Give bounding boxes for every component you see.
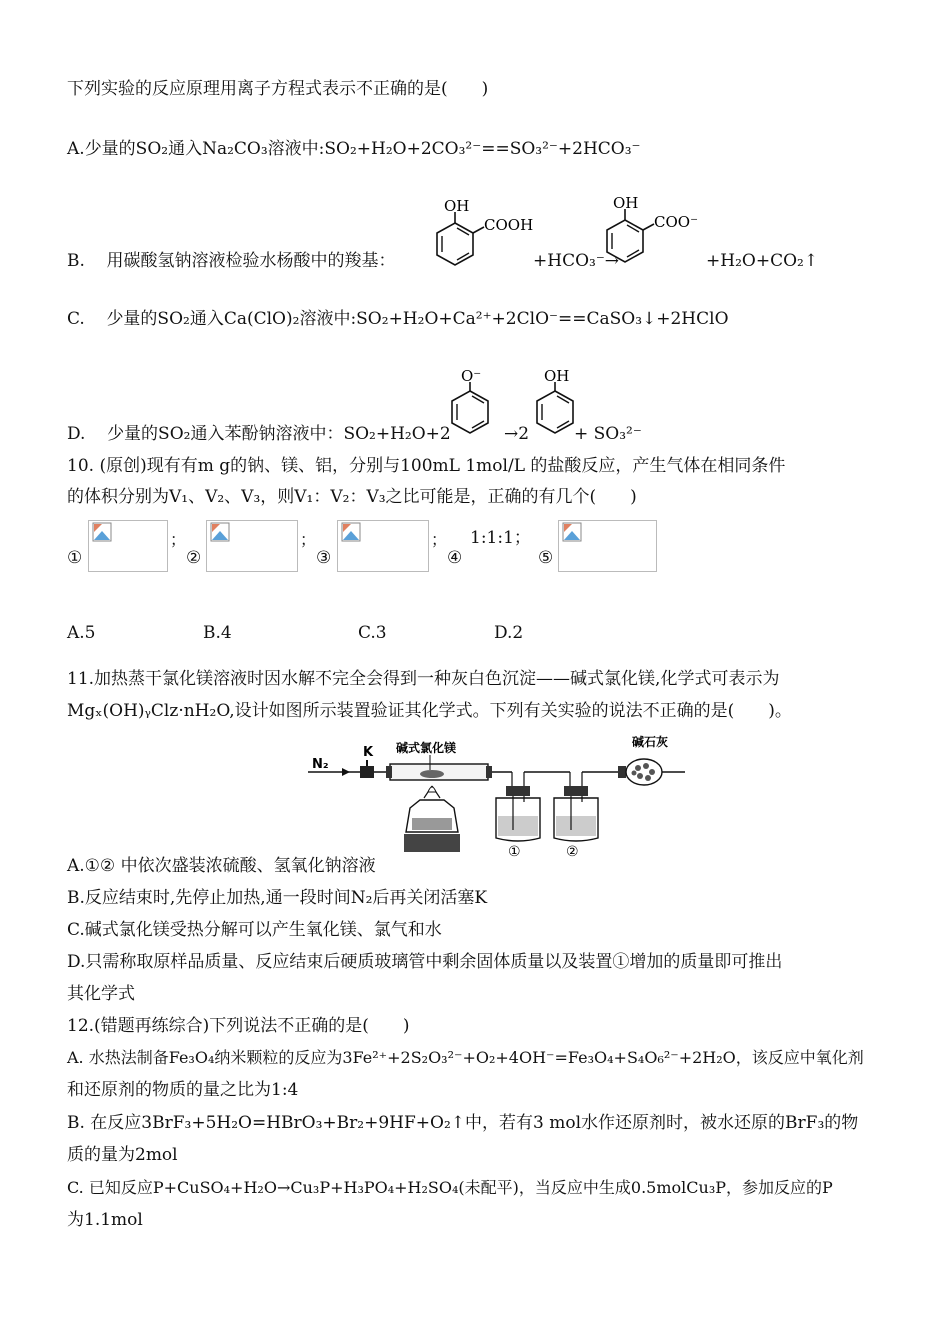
carboxylate-label: COO⁻	[654, 213, 698, 231]
q9-b-label: B.	[67, 251, 85, 271]
oh-label: OH	[444, 198, 470, 215]
q9-d-end: + SO₃²⁻	[574, 424, 642, 444]
separator: ；	[300, 530, 317, 549]
q9-d-mid: →2	[504, 424, 530, 444]
cooh-label: COOH	[484, 216, 534, 234]
q12-option-a-line2: 和还原剂的物质的量之比为1:4	[67, 1080, 299, 1100]
separator: ；	[170, 530, 187, 549]
item-1-marker: ①	[67, 548, 83, 568]
q11-stem-line2: Mgₓ(OH)ᵧClz·nH₂O,设计如图所示装置验证其化学式。下列有关实验的说法不正确的是( )。	[67, 701, 792, 721]
q9-b-text: 用碳酸氢钠溶液检验水杨酸中的羧基：	[106, 251, 396, 271]
apparatus-diagram	[300, 730, 700, 858]
k-label: K	[363, 745, 374, 760]
q12-option-c-line1: C. 已知反应P+CuSO₄+H₂O→Cu₃P+H₃PO₄+H₂SO₄(未配平)，当反应中生成0.5molCu₃P，参加反应的P	[67, 1178, 833, 1197]
broken-image-icon	[92, 522, 112, 542]
broken-image-icon	[562, 522, 582, 542]
q12-stem: 12.(错题再练综合)下列说法不正确的是( )	[67, 1016, 410, 1036]
soda-lime-label: 碱石灰	[632, 735, 669, 749]
q9-a-text: 少量的SO₂通入Na₂CO₃溶液中:SO₂+H₂O+2CO₃²⁻==SO₃²⁻+2HCO₃⁻	[84, 139, 641, 159]
item-3-marker: ③	[316, 548, 332, 568]
q11-option-b: B.反应结束时,先停止加热,通一段时间N₂后再关闭活塞K	[67, 888, 488, 908]
q11-stem-line1: 11.加热蒸干氯化镁溶液时因水解不完全会得到一种灰白色沉淀——碱式氯化镁,化学式可表示为	[67, 669, 780, 689]
q9-option-c	[67, 308, 729, 330]
q9-option-b	[67, 250, 396, 272]
q9-option-d	[67, 423, 451, 445]
bottle-1-label: ①	[508, 844, 521, 858]
q12-option-a-line1: A. 水热法制备Fe₃O₄纳米颗粒的反应为3Fe²⁺+2S₂O₃²⁻+O₂+4OH⁻=Fe₃O₄+S₄O₆²⁻+2H₂O，该反应中氧化剂	[67, 1048, 864, 1067]
q10-stem-line1: 10. (原创)现有有m g的钠、镁、铝，分别与100mL 1mol/L 的盐酸反应，产生气体在相同条件	[67, 456, 786, 476]
oh-label: OH	[613, 194, 639, 212]
q10-option-c: C.3	[358, 623, 387, 643]
q12-option-c-line2: 为1.1mol	[67, 1210, 143, 1230]
q9-d-label: D.	[67, 424, 86, 444]
salicylic-acid-structure	[430, 198, 540, 278]
q9-c-label: C.	[67, 309, 85, 329]
q12-option-b-line1: B. 在反应3BrF₃+5H₂O=HBrO₃+Br₂+9HF+O₂↑中，若有3 mol水作还原剂时，被水还原的BrF₃的物	[67, 1113, 859, 1133]
q9-stem: 下列实验的反应原理用离子方程式表示不正确的是( )	[67, 79, 489, 99]
item-5-marker: ⑤	[538, 548, 554, 568]
separator: ；	[431, 530, 448, 549]
q10-option-d: D.2	[494, 623, 524, 643]
q9-d-text: 少量的SO₂通入苯酚钠溶液中：SO₂+H₂O+2	[107, 424, 451, 444]
q10-option-b: B.4	[203, 623, 232, 643]
q9-c-text: 少量的SO₂通入Ca(ClO)₂溶液中:SO₂+H₂O+Ca²⁺+2ClO⁻==CaSO₃↓+2HClO	[106, 309, 729, 329]
o-minus-label: O⁻	[461, 367, 482, 385]
item-4-marker: ④	[447, 548, 463, 568]
phenoxide-structure	[448, 366, 498, 446]
item-4-ratio: 1:1:1；	[470, 528, 531, 548]
q9-b-mid: +HCO₃⁻→	[533, 251, 620, 271]
q10-option-a: A.5	[67, 623, 96, 643]
sample-label: 碱式氯化镁	[396, 741, 457, 755]
q11-option-c: C.碱式氯化镁受热分解可以产生氧化镁、氯气和水	[67, 920, 442, 940]
oh-label: OH	[544, 367, 570, 385]
q11-option-d-line1: D.只需称取原样品质量、反应结束后硬质玻璃管中剩余固体质量以及装置①增加的质量即可推出	[67, 952, 783, 972]
q12-option-b-line2: 质的量为2mol	[67, 1145, 178, 1165]
q10-stem-line2: 的体积分别为V₁、V₂、V₃，则V₁：V₂：V₃之比可能是，正确的有几个( )	[67, 487, 637, 507]
q9-option-a	[67, 138, 641, 160]
broken-image-icon	[210, 522, 230, 542]
q11-option-d-line2: 其化学式	[67, 984, 135, 1004]
broken-image-icon	[341, 522, 361, 542]
salicylate-structure	[600, 192, 710, 278]
item-2-marker: ②	[186, 548, 202, 568]
n2-label: N₂	[312, 757, 329, 772]
q11-option-a: A.①② 中依次盛装浓硫酸、氢氧化钠溶液	[67, 856, 376, 876]
q9-a-label: A.	[67, 139, 85, 159]
q9-b-end: +H₂O+CO₂↑	[706, 251, 819, 271]
bottle-2-label: ②	[566, 844, 579, 858]
